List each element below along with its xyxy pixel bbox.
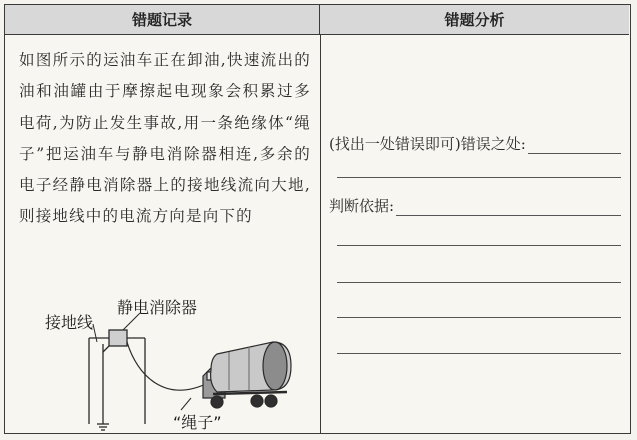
error-location-row: [329, 133, 621, 154]
error-location-blank[interactable]: [528, 139, 621, 154]
answer-line[interactable]: [337, 177, 621, 178]
tanker-truck: [203, 342, 291, 408]
rope-path: [127, 342, 210, 390]
error-location-prompt: (找出一处错误即可)错误之处:: [329, 135, 526, 153]
error-record-table: [4, 4, 631, 434]
label-eliminator: 静电消除器: [117, 298, 198, 317]
basis-prompt: 判断依据:: [329, 197, 395, 215]
answer-line[interactable]: [337, 282, 621, 283]
header-error-record: 错题记录: [5, 5, 320, 35]
tanker-diagram: [5, 280, 320, 435]
answer-line[interactable]: [337, 317, 621, 318]
header-error-analysis: 错题分析: [320, 5, 629, 35]
basis-blank[interactable]: [396, 201, 621, 216]
label-rope: “绳子”: [173, 413, 222, 432]
column-divider: [320, 35, 321, 433]
answer-line[interactable]: [337, 245, 621, 246]
problem-text: 如图所示的运油车正在卸油,快速流出的油和油罐由于摩擦起电现象会积累过多电荷,为防止发生事故,用一条绝缘体“绳子”把运油车与静电消除器相连,多余的电子经静电消除器上的接地线流向大地,则接地线中的电流方向是向下的: [19, 51, 311, 226]
label-ground-wire: 接地线: [45, 313, 94, 332]
eliminator-box: [109, 330, 127, 346]
answer-line[interactable]: [337, 353, 621, 354]
basis-row: [329, 195, 621, 216]
